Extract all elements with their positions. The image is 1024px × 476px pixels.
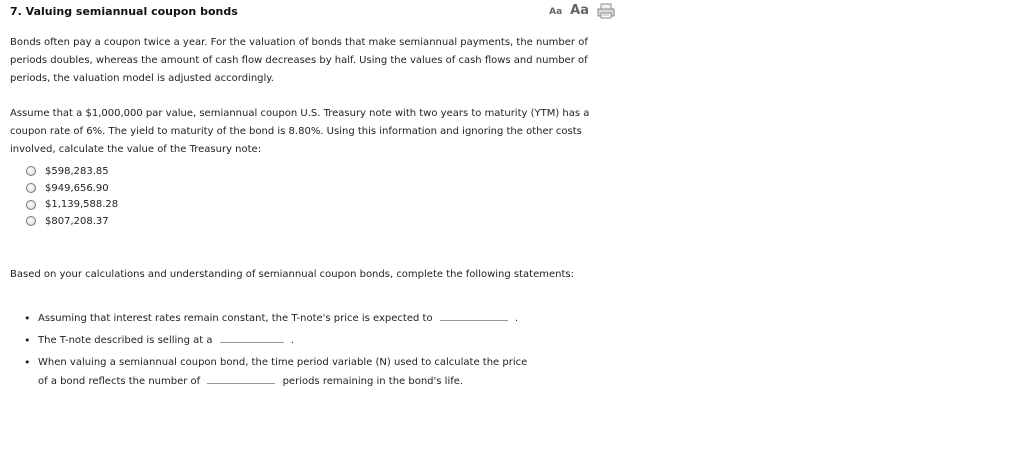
statement-3 <box>24 353 624 391</box>
statement-end: . <box>290 335 295 346</box>
option-4[interactable] <box>26 213 118 230</box>
option-3[interactable] <box>26 196 118 213</box>
price-trend-dropdown[interactable] <box>440 309 508 321</box>
statement-text: Assuming that interest rates remain constant, the T-note's price is expected to <box>38 313 433 324</box>
question-paragraph: Assume that a $1,000,000 par value, semiannual coupon U.S. Treasury note with two years to maturity (YTM) has a coupon rate of 6%. The yield to maturity of the bond is 8.80%. Using this information and ignoring the other costs involved, calculate the value of the Treasury note: <box>10 108 590 155</box>
question-header <box>10 5 615 21</box>
radio-button[interactable] <box>26 216 36 226</box>
option-2[interactable] <box>26 180 118 197</box>
statement-text: When valuing a semiannual coupon bond, the time period variable (N) used to calculate the price <box>38 357 528 368</box>
bullet-icon: • <box>24 312 31 325</box>
statement-end: . <box>514 313 519 324</box>
font-decrease-button[interactable]: Aa <box>549 7 563 17</box>
bullet-icon: • <box>24 356 31 369</box>
answer-options <box>26 163 118 230</box>
option-1[interactable] <box>26 163 118 180</box>
font-tools <box>549 3 615 19</box>
radio-button[interactable] <box>26 183 36 193</box>
statement-text: The T-note described is selling at a <box>38 335 213 346</box>
radio-button[interactable] <box>26 166 36 176</box>
option-label: $949,656.90 <box>45 182 109 194</box>
radio-button[interactable] <box>26 200 36 210</box>
statement-1 <box>24 309 624 328</box>
option-label: $1,139,588.28 <box>45 199 119 211</box>
question-title: 7. Valuing semiannual coupon bonds <box>10 5 238 18</box>
statements-prompt: Based on your calculations and understanding of semiannual coupon bonds, complete the following statements: <box>10 269 574 280</box>
period-type-dropdown[interactable] <box>207 372 275 384</box>
statement-text: of a bond reflects the number of <box>38 376 201 387</box>
print-icon[interactable] <box>597 3 615 19</box>
bullet-icon: • <box>24 334 31 347</box>
font-increase-button[interactable]: Aa <box>570 3 589 18</box>
option-label: $598,283.85 <box>45 165 109 177</box>
statement-list <box>24 309 624 394</box>
statement-end: periods remaining in the bond's life. <box>282 376 464 387</box>
option-label: $807,208.37 <box>45 215 109 227</box>
selling-status-dropdown[interactable] <box>220 331 284 343</box>
statement-2 <box>24 331 624 350</box>
intro-paragraph: Bonds often pay a coupon twice a year. For the valuation of bonds that make semiannual payments, the number of periods doubles, whereas the amount of cash flow decreases by half. Using the values of cash flows and number of periods, the valuation model is adjusted accordingly. <box>10 37 588 84</box>
